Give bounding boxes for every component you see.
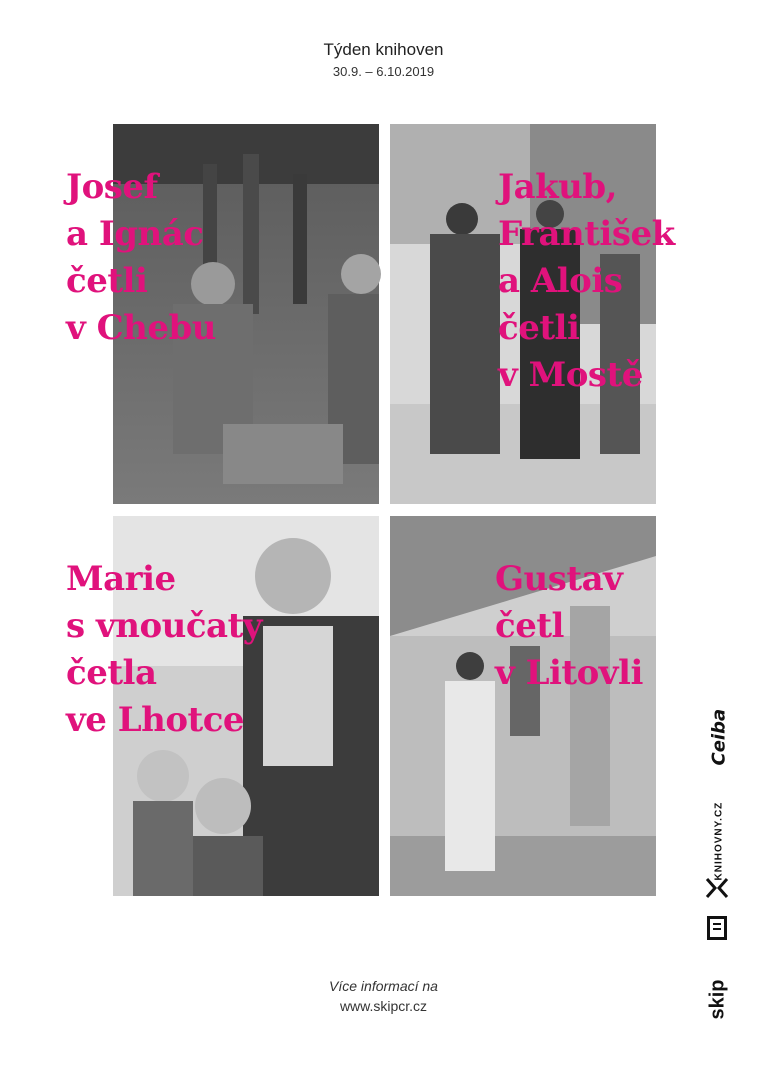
photo-panel-factory [66,124,379,504]
poster-dates: 30.9. – 6.10.2019 [332,64,435,79]
poster-title: Týden knihoven [323,40,444,59]
footer-website-link[interactable]: www.skipcr.cz [339,998,428,1014]
photo-panel-butcher [390,516,656,896]
panel-caption: Gustav četl v Litovli [495,559,643,693]
panel-caption: Marie s vnoučaty četla ve Lhotce [66,559,263,740]
sk-logo [706,915,728,941]
ceiba-logo: Ceiba [708,708,730,766]
photo-panel-family [66,516,379,896]
panel-caption: Josef a Ignác četli v Chebu [66,167,216,348]
panel-caption: Jakub, František a Alois četli v Mostě [498,167,675,395]
sponsor-logos [698,690,738,1030]
footer-info-label: Více informací na [329,978,438,994]
photo-panel-street [390,124,675,504]
skip-logo: skip [706,979,729,1020]
knihovny-mark-icon [704,875,730,901]
knihovny-logo: KNIHOVNY.CZ [713,801,725,881]
